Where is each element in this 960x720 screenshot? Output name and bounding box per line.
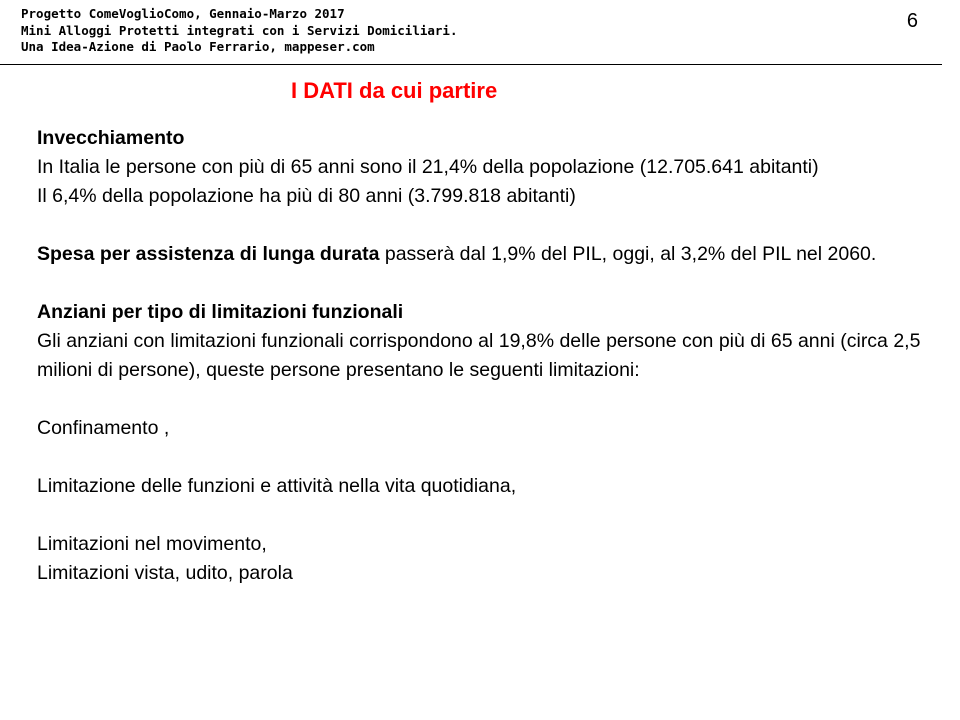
spacer: [37, 269, 932, 298]
slide-header: [21, 6, 458, 56]
spacer: [37, 501, 932, 530]
spacer: [37, 443, 932, 472]
limitation-item-senses: Limitazioni vista, udito, parola: [37, 562, 293, 584]
header-divider: [0, 64, 942, 65]
header-subtitle-line: Mini Alloggi Protetti integrati con i Servizi Domiciliari.: [21, 22, 458, 38]
spacer: [37, 211, 932, 240]
slide-body: [37, 124, 932, 588]
limitation-item-movement: Limitazioni nel movimento,: [37, 533, 267, 555]
spending-paragraph: [37, 240, 932, 269]
aging-heading: Invecchiamento: [37, 127, 185, 149]
aging-over-65-text: In Italia le persone con più di 65 anni sono il 21,4% della popolazione (12.705.641 abitanti): [37, 156, 819, 178]
limitations-heading: Anziani per tipo di limitazioni funzionali: [37, 301, 404, 323]
aging-over-80-text: Il 6,4% della popolazione ha più di 80 anni (3.799.818 abitanti): [37, 185, 576, 207]
limitations-text: Gli anziani con limitazioni funzionali corrispondono al 19,8% delle persone con più di 65 anni (circa 2,5 milioni di persone), queste persone presentano le seguenti limitazioni:: [37, 330, 921, 381]
slide-number: 6: [906, 10, 918, 32]
spending-heading: Spesa per assistenza di lunga durata: [37, 243, 380, 265]
header-project-line: Progetto ComeVoglioComo, Gennaio-Marzo 2017: [21, 6, 345, 21]
spending-text: passerà dal 1,9% del PIL, oggi, al 3,2% del PIL nel 2060.: [379, 243, 877, 265]
limitation-item-confinement: Confinamento ,: [37, 417, 170, 439]
limitation-item-daily-life: Limitazione delle funzioni e attività nella vita quotidiana,: [37, 475, 517, 497]
header-author-line: Una Idea-Azione di Paolo Ferrario, mappeser.com: [21, 39, 375, 54]
slide-title: I DATI da cui partire: [291, 78, 498, 103]
spacer: [37, 385, 932, 414]
